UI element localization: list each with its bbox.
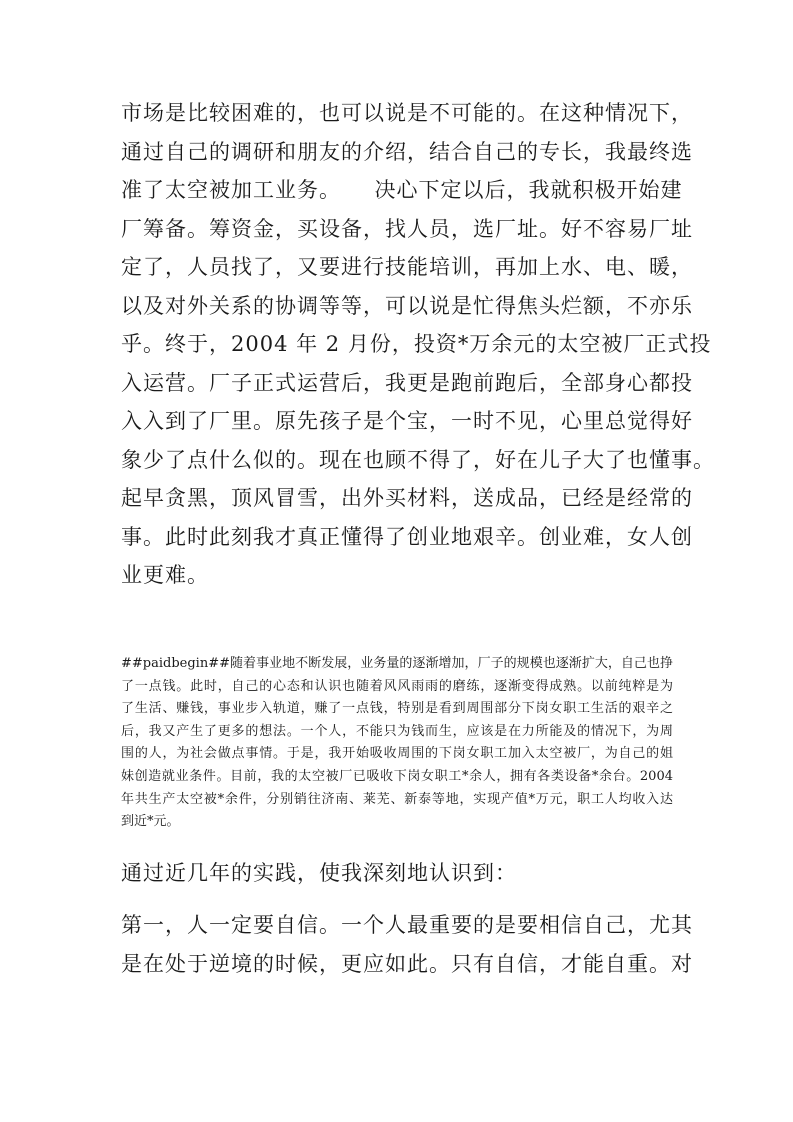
text-line: 是在处于逆境的时候，更应如此。只有自信，才能自重。对 [121,951,693,976]
text-line: 业更难。 [121,563,209,587]
text-line: 以及对外关系的协调等等，可以说是忙得焦头烂额，不亦乐 [121,293,693,318]
text-line: 到近*元。 [121,814,180,830]
body-paragraph-1 [121,94,715,595]
text-line: 准了太空被加工业务。 决心下定以后，我就积极开始建 [121,178,683,202]
body-paragraph-4 [121,906,693,983]
text-line: 入运营。厂子正式运营后，我更是跑前跑后，全部身心都投 [121,370,693,395]
text-line: 了一点钱。此时，自己的心态和认识也随着风风雨雨的磨练，逐渐变得成熟。以前纯粹是为 [121,678,673,694]
text-line: 了生活、赚钱，事业步入轨道，赚了一点钱，特别是看到周围部分下岗女职工生活的艰辛之 [121,701,673,717]
text-line: 乎。终于，2004 年 2 月份，投资*万余元的太空被厂正式投 [121,332,712,356]
text-line: 第一，人一定要自信。一个人最重要的是要相信自己，尤其 [121,913,693,937]
text-line: 妹创造就业条件。目前，我的太空被厂已吸收下岗女职工*余人，拥有各类设备*余台。2004 [121,768,673,784]
body-paragraph-3 [121,854,673,893]
text-line: 通过近几年的实践，使我深刻地认识到： [121,861,517,885]
text-line: 围的人，为社会做点事情。于是，我开始吸收周围的下岗女职工加入太空被厂，为自己的姐 [121,746,673,762]
text-line: 入入到了厂里。原先孩子是个宝，一时不见，心里总觉得好 [121,409,693,433]
text-line: 厂筹备。筹资金，买设备，找人员，选厂址。好不容易厂址 [121,216,693,241]
text-line: 后，我又产生了更多的想法。一个人，不能只为钱而生，应该是在力所能及的情况下，为周 [121,723,673,739]
body-paragraph-2 [121,653,673,834]
text-line: 起早贪黑，顶风冒雪，出外买材料，送成品，已经是经常的 [121,486,693,510]
text-line: ##paidbegin##随着事业地不断发展，业务量的逐渐增加，厂子的规模也逐渐扩大，自己也挣 [121,656,673,671]
text-line: 象少了点什么似的。现在也顾不得了，好在儿子大了也懂事。 [121,447,715,472]
text-line: 定了，人员找了，又要进行技能培训，再加上水、电、暖， [121,255,693,279]
text-line: 市场是比较困难的，也可以说是不可能的。在这种情况下， [121,101,693,125]
text-line: 事。此时此刻我才真正懂得了创业地艰辛。创业难，女人创 [121,524,693,549]
text-line: 年共生产太空被*余件，分别销往济南、莱芜、新泰等地，实现产值*万元，职工人均收入达 [121,791,673,807]
text-line: 通过自己的调研和朋友的介绍，结合自己的专长，我最终选 [121,139,693,164]
